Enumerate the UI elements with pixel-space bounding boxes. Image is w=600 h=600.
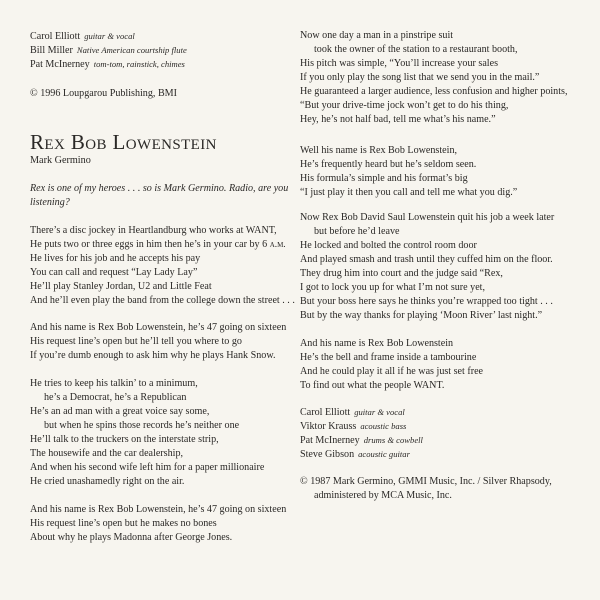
lyric-line: He’ll play Stanley Jordan, U2 and Little Feat	[30, 281, 212, 292]
lyric-line: But by the way thanks for playing ‘Moon River’ last night.”	[300, 310, 543, 321]
lyric-line: The housewife and the car dealership,	[30, 448, 184, 459]
lyric-line: His request line’s open but he makes no bones	[30, 518, 217, 529]
lyric-line: His formula’s simple and his format’s big	[300, 173, 468, 184]
lyric-line: but before he’d leave	[314, 226, 400, 237]
lyric-line: He’s frequently heard but he’s seldom seen.	[300, 159, 477, 170]
lyric-line: but when he spins those records he’s neither one	[44, 420, 240, 431]
lyric-line: Well his name is Rex Bob Lowenstein,	[300, 145, 458, 156]
lyric-line: And his name is Rex Bob Lowenstein, he’s 47 going on sixteen	[30, 504, 287, 515]
am-label: a.m.	[269, 240, 286, 250]
lyric-line: And when his second wife left him for a paper millionaire	[30, 462, 265, 473]
lyric-line: There’s a disc jockey in Heartlandburg who works at WANT,	[30, 225, 277, 236]
lyric-line: he’s a Democrat, he’s a Republican	[44, 392, 187, 403]
lyric-line: If you only play the song list that we send you in the mail.”	[300, 72, 540, 83]
credit-role: drums & cowbell	[363, 435, 423, 445]
credit-name: Carol Elliott	[300, 407, 351, 418]
lyric-line: Now one day a man in a pinstripe suit	[300, 30, 454, 41]
credit-line	[300, 434, 423, 446]
credit-name: Bill Miller	[30, 45, 73, 56]
lyric-line: Hey, he’s not half bad, tell me what’s his name.”	[300, 114, 496, 125]
credit-name: Carol Elliott	[30, 31, 81, 42]
lyric-line: About why he plays Madonna after George Jones.	[30, 532, 233, 543]
lyric-line: He’s an ad man with a great voice say some,	[30, 406, 210, 417]
lyric-line: “But your drive-time jock won’t get to do his thing,	[300, 100, 509, 111]
lyric-line: If you’re dumb enough to ask him why he plays Hank Snow.	[30, 350, 276, 361]
lyric-line: His request line’s open but he’ll tell you where to go	[30, 336, 242, 347]
credit-name: Steve Gibson	[300, 449, 355, 460]
lyric-text: He puts two or three eggs in him then he’s in your car by 6	[30, 239, 270, 250]
lyric-line: He’s the bell and frame inside a tambourine	[300, 352, 477, 363]
epigraph-line: Rex is one of my heroes . . . so is Mark Germino. Radio, are you	[30, 183, 289, 194]
credit-role: Native American courtship flute	[76, 45, 187, 55]
credit-line	[30, 58, 185, 70]
credit-line	[30, 30, 135, 42]
song-title: Rex Bob Lowenstein	[30, 130, 217, 154]
copyright-bottom: administered by MCA Music, Inc.	[314, 490, 452, 501]
credit-line	[300, 448, 410, 460]
lyric-line: But your boss here says he thinks you’re wrapped too tight . . .	[300, 296, 553, 307]
credit-role: acoustic guitar	[358, 449, 410, 459]
lyric-line: They drug him into court and the judge said “Rex,	[300, 268, 503, 279]
credit-name: Viktor Krauss	[300, 421, 357, 432]
lyric-line	[30, 239, 286, 251]
lyric-line: You can call and request “Lay Lady Lay”	[30, 267, 198, 278]
lyric-line: He tries to keep his talkin’ to a minimum,	[30, 378, 198, 389]
copyright-bottom: © 1987 Mark Germino, GMMI Music, Inc. / Silver Rhapsody,	[300, 476, 552, 487]
lyric-line: He locked and bolted the control room door	[300, 240, 477, 251]
epigraph-line: listening?	[30, 197, 70, 208]
lyric-line: He cried unashamedly right on the air.	[30, 476, 185, 487]
credit-line	[300, 406, 405, 418]
credit-role: guitar & vocal	[354, 407, 405, 417]
lyric-line: And he’ll even play the band from the college down the street . . .	[30, 295, 295, 306]
lyric-line: “I just play it then you call and tell me what you dig.”	[300, 187, 518, 198]
credit-line	[30, 44, 187, 56]
lyric-line: He guaranteed a larger audience, less confusion and higher points,	[300, 86, 568, 97]
lyric-line: And played smash and trash until they cuffed him on the floor.	[300, 254, 553, 265]
lyric-line: Now Rex Bob David Saul Lowenstein quit his job a week later	[300, 212, 555, 223]
credit-role: tom-tom, rainstick, chimes	[93, 59, 185, 69]
lyric-line: And his name is Rex Bob Lowenstein, he’s 47 going on sixteen	[30, 322, 287, 333]
lyric-line: He lives for his job and he accepts his pay	[30, 253, 201, 264]
credit-role: acoustic bass	[360, 421, 407, 431]
song-author: Mark Germino	[30, 155, 91, 166]
credit-role: guitar & vocal	[84, 31, 135, 41]
lyric-line: He’ll talk to the truckers on the interstate strip,	[30, 434, 219, 445]
credit-name: Pat McInerney	[300, 435, 360, 446]
copyright-top: © 1996 Loupgarou Publishing, BMI	[30, 88, 178, 99]
credit-name: Pat McInerney	[30, 59, 90, 70]
lyric-line: His pitch was simple, “You’ll increase your sales	[300, 58, 499, 69]
lyric-line: And he could play it all if he was just set free	[300, 366, 484, 377]
lyric-line: I got to lock you up for what I’m not sure yet,	[300, 282, 486, 293]
lyric-line: And his name is Rex Bob Lowenstein	[300, 338, 454, 349]
credit-line	[300, 420, 406, 432]
lyric-line: To find out what the people WANT.	[300, 380, 445, 391]
lyric-line: took the owner of the station to a restaurant booth,	[314, 44, 518, 55]
